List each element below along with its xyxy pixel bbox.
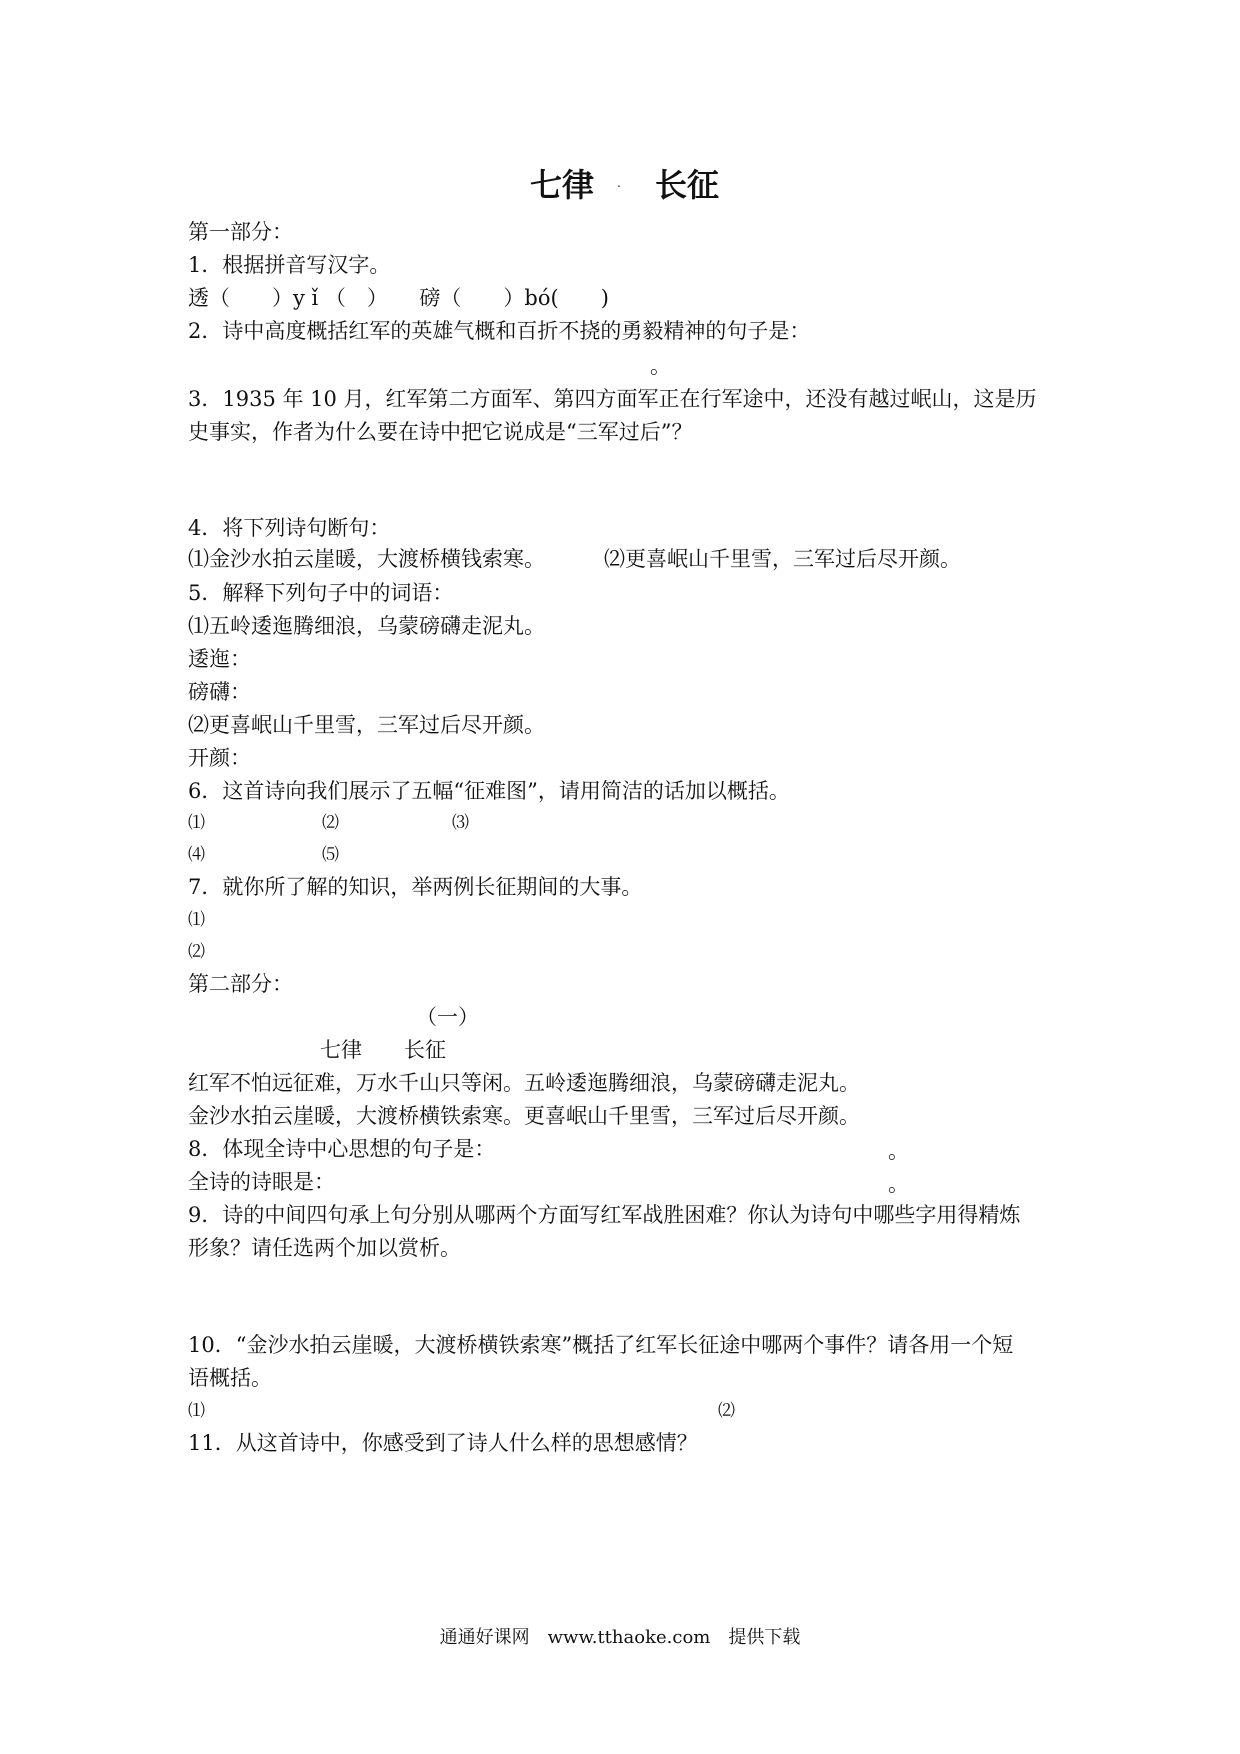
q1-text: 1．根据拼音写汉字。 [188,253,391,277]
part2-heading: 第二部分： [188,972,293,996]
q9-line1: 9．诗的中间四句承上句分别从哪两个方面写红军战胜困难？你认为诗句中哪些字用得精炼 [188,1203,1021,1227]
part1-heading: 第一部分： [188,220,293,244]
poem-line2: 金沙水拍云崖暖，大渡桥横铁索寒。更喜岷山千里雪，三军过后尽开颜。 [188,1104,860,1128]
q6-item3: ⑶ [452,813,469,833]
poem-title: 七律 长征 [320,1038,446,1062]
q5-word2: 磅礴： [188,680,251,704]
q5-sentence2: ⑵更喜岷山千里雪，三军过后尽开颜。 [188,713,545,737]
q5-word3: 开颜： [188,746,251,770]
title-part2: 长征 [655,166,720,204]
q6-item1: ⑴ [188,813,205,833]
poem-line1: 红军不怕远征难，万水千山只等闲。五岭逶迤腾细浪，乌蒙磅礴走泥丸。 [188,1071,860,1095]
q6-item4: ⑷ [188,845,205,865]
q4-item2: ⑵更喜岷山千里雪，三军过后尽开颜。 [604,547,961,571]
q7-item2: ⑵ [188,942,205,962]
q8-end1: 。 [888,1139,909,1163]
q7-item1: ⑴ [188,910,205,930]
q5-sentence1: ⑴五岭逶迤腾细浪，乌蒙磅礴走泥丸。 [188,614,545,638]
title-dot: . [617,176,621,190]
q3-line2: 史事实，作者为什么要在诗中把它说成是“三军过后”？ [188,420,693,444]
footer-credit: 通通好课网 www.tthaoke.com 提供下载 [439,1627,801,1648]
q2-text: 2．诗中高度概括红军的英雄气概和百折不挠的勇毅精神的句子是： [188,319,811,343]
q3-line1: 3．1935 年 10 月，红军第二方面军、第四方面军正在行军途中，还没有越过岷山，这是历 [188,387,1037,411]
q8-text2: 全诗的诗眼是： [188,1170,335,1194]
poem-section: （一） [416,1005,479,1029]
q1-line: 透（ ）y ǐ （ ） 磅（ ）bó( ) [188,286,609,310]
q11-text: 11．从这首诗中，你感受到了诗人什么样的思想感情？ [188,1431,698,1455]
q9-line2: 形象？请任选两个加以赏析。 [188,1236,461,1260]
q4-item1: ⑴金沙水拍云崖暖，大渡桥横钱索寒。 [188,547,545,571]
q8-text: 8．体现全诗中心思想的句子是： [188,1137,496,1161]
q10-line2: 语概括。 [188,1366,272,1390]
q6-item2: ⑵ [322,813,339,833]
q10-item2: ⑵ [718,1401,735,1421]
q7-text: 7．就你所了解的知识，举两例长征期间的大事。 [188,875,643,899]
q2-blank-end: 。 [650,354,671,378]
q8-end2: 。 [888,1172,909,1196]
q10-item1: ⑴ [188,1401,205,1421]
q10-line1: 10．“金沙水拍云崖暖，大渡桥横铁索寒”概括了红军长征途中哪两个事件？请各用一个短 [188,1333,1014,1357]
q5-text: 5．解释下列句子中的词语： [188,581,454,605]
q5-word1: 逶迤： [188,647,251,671]
q4-text: 4．将下列诗句断句： [188,516,391,540]
title-part1: 七律 [530,166,595,204]
q6-item5: ⑸ [322,845,339,865]
q6-text: 6．这首诗向我们展示了五幅“征难图”，请用简洁的话加以概括。 [188,779,790,803]
